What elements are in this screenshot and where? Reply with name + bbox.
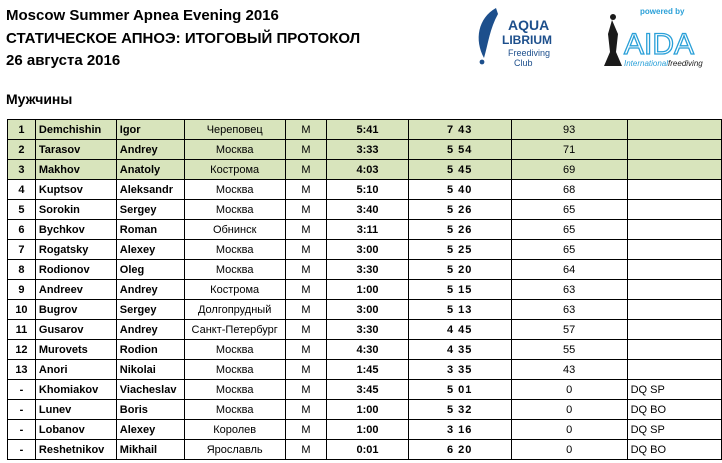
note-cell — [627, 200, 721, 220]
place-cell: 10 — [8, 300, 36, 320]
aqua-logo-line2: LIBRIUM — [502, 33, 552, 47]
city-cell: Москва — [184, 260, 285, 280]
gender-cell: M — [285, 340, 327, 360]
place-cell: 4 — [8, 180, 36, 200]
last-name-cell: Gusarov — [35, 320, 116, 340]
place-cell: 7 — [8, 240, 36, 260]
place-cell: - — [8, 380, 36, 400]
city-cell: Москва — [184, 140, 285, 160]
table-row — [8, 200, 722, 220]
place-cell: 8 — [8, 260, 36, 280]
last-name-cell: Sorokin — [35, 200, 116, 220]
last-name-cell: Khomiakov — [35, 380, 116, 400]
gender-cell: M — [285, 140, 327, 160]
result-time-cell: 5 13 — [408, 300, 511, 320]
result-time-cell: 5 15 — [408, 280, 511, 300]
result-time-cell: 5 45 — [408, 160, 511, 180]
note-cell: DQ BO — [627, 440, 721, 460]
announced-time-cell: 4:30 — [327, 340, 408, 360]
table-row — [8, 420, 722, 440]
last-name-cell: Lobanov — [35, 420, 116, 440]
first-name-cell: Roman — [116, 220, 184, 240]
place-cell: 5 — [8, 200, 36, 220]
first-name-cell: Alexey — [116, 420, 184, 440]
first-name-cell: Aleksandr — [116, 180, 184, 200]
points-cell: 65 — [511, 240, 627, 260]
points-cell: 64 — [511, 260, 627, 280]
city-cell: Москва — [184, 340, 285, 360]
gender-cell: M — [285, 180, 327, 200]
table-row — [8, 220, 722, 240]
svg-text:Internationalfreediving — [624, 59, 703, 68]
last-name-cell: Reshetnikov — [35, 440, 116, 460]
last-name-cell: Rodionov — [35, 260, 116, 280]
aqua-logo-line4: Club — [514, 58, 533, 68]
table-row — [8, 280, 722, 300]
first-name-cell: Viacheslav — [116, 380, 184, 400]
first-name-cell: Andrey — [116, 320, 184, 340]
result-time-cell: 5 01 — [408, 380, 511, 400]
note-cell — [627, 220, 721, 240]
event-date: 26 августа 2016 — [6, 52, 121, 69]
city-cell: Москва — [184, 200, 285, 220]
announced-time-cell: 4:03 — [327, 160, 408, 180]
aida-subtitle-a: International — [624, 59, 669, 68]
gender-cell: M — [285, 300, 327, 320]
city-cell: Санкт-Петербург — [184, 320, 285, 340]
result-time-cell: 6 20 — [408, 440, 511, 460]
points-cell: 0 — [511, 440, 627, 460]
last-name-cell: Andreev — [35, 280, 116, 300]
discipline-title: СТАТИЧЕСКОЕ АПНОЭ: ИТОГОВЫЙ ПРОТОКОЛ — [6, 30, 361, 47]
announced-time-cell: 3:40 — [327, 200, 408, 220]
first-name-cell: Sergey — [116, 300, 184, 320]
note-cell — [627, 160, 721, 180]
first-name-cell: Nikolai — [116, 360, 184, 380]
result-time-cell: 3 16 — [408, 420, 511, 440]
result-time-cell: 3 35 — [408, 360, 511, 380]
place-cell: 9 — [8, 280, 36, 300]
result-time-cell: 5 32 — [408, 400, 511, 420]
table-row — [8, 400, 722, 420]
note-cell — [627, 180, 721, 200]
gender-cell: M — [285, 440, 327, 460]
place-cell: - — [8, 440, 36, 460]
gender-cell: M — [285, 260, 327, 280]
last-name-cell: Makhov — [35, 160, 116, 180]
city-cell: Москва — [184, 360, 285, 380]
table-row — [8, 120, 722, 140]
first-name-cell: Oleg — [116, 260, 184, 280]
announced-time-cell: 5:41 — [327, 120, 408, 140]
result-time-cell: 4 35 — [408, 340, 511, 360]
announced-time-cell: 0:01 — [327, 440, 408, 460]
announced-time-cell: 3:11 — [327, 220, 408, 240]
last-name-cell: Bugrov — [35, 300, 116, 320]
result-time-cell: 7 43 — [408, 120, 511, 140]
place-cell: 3 — [8, 160, 36, 180]
last-name-cell: Bychkov — [35, 220, 116, 240]
first-name-cell: Andrey — [116, 140, 184, 160]
last-name-cell: Rogatsky — [35, 240, 116, 260]
result-time-cell: 5 40 — [408, 180, 511, 200]
first-name-cell: Anatoly — [116, 160, 184, 180]
event-title: Moscow Summer Apnea Evening 2016 — [6, 7, 279, 24]
city-cell: Кострома — [184, 160, 285, 180]
table-row — [8, 160, 722, 180]
city-cell: Москва — [184, 180, 285, 200]
announced-time-cell: 1:45 — [327, 360, 408, 380]
place-cell: 2 — [8, 140, 36, 160]
last-name-cell: Kuptsov — [35, 180, 116, 200]
announced-time-cell: 3:30 — [327, 260, 408, 280]
city-cell: Москва — [184, 240, 285, 260]
points-cell: 65 — [511, 220, 627, 240]
aida-logo — [600, 4, 716, 70]
result-time-cell: 5 20 — [408, 260, 511, 280]
note-cell — [627, 300, 721, 320]
gender-cell: M — [285, 400, 327, 420]
gender-cell: M — [285, 160, 327, 180]
announced-time-cell: 3:00 — [327, 240, 408, 260]
gender-cell: M — [285, 360, 327, 380]
table-row — [8, 240, 722, 260]
table-row — [8, 440, 722, 460]
table-row — [8, 140, 722, 160]
results-table — [7, 119, 722, 460]
note-cell: DQ BO — [627, 400, 721, 420]
last-name-cell: Murovets — [35, 340, 116, 360]
table-row — [8, 300, 722, 320]
gender-cell: M — [285, 240, 327, 260]
points-cell: 63 — [511, 280, 627, 300]
place-cell: - — [8, 420, 36, 440]
aqua-librium-logo — [474, 4, 594, 70]
points-cell: 57 — [511, 320, 627, 340]
points-cell: 43 — [511, 360, 627, 380]
gender-cell: M — [285, 380, 327, 400]
place-cell: 13 — [8, 360, 36, 380]
points-cell: 71 — [511, 140, 627, 160]
announced-time-cell: 5:10 — [327, 180, 408, 200]
table-row — [8, 260, 722, 280]
note-cell: DQ SP — [627, 420, 721, 440]
points-cell: 55 — [511, 340, 627, 360]
first-name-cell: Igor — [116, 120, 184, 140]
gender-cell: M — [285, 120, 327, 140]
announced-time-cell: 3:30 — [327, 320, 408, 340]
first-name-cell: Mikhail — [116, 440, 184, 460]
last-name-cell: Tarasov — [35, 140, 116, 160]
points-cell: 63 — [511, 300, 627, 320]
result-time-cell: 5 26 — [408, 200, 511, 220]
gender-cell: M — [285, 280, 327, 300]
note-cell — [627, 320, 721, 340]
city-cell: Москва — [184, 380, 285, 400]
gender-cell: M — [285, 220, 327, 240]
result-time-cell: 5 54 — [408, 140, 511, 160]
aida-name: AIDA — [624, 28, 695, 61]
place-cell: 12 — [8, 340, 36, 360]
points-cell: 0 — [511, 400, 627, 420]
announced-time-cell: 3:33 — [327, 140, 408, 160]
city-cell: Королев — [184, 420, 285, 440]
announced-time-cell: 1:00 — [327, 420, 408, 440]
first-name-cell: Alexey — [116, 240, 184, 260]
table-row — [8, 180, 722, 200]
table-row — [8, 380, 722, 400]
last-name-cell: Anori — [35, 360, 116, 380]
table-row — [8, 320, 722, 340]
place-cell: - — [8, 400, 36, 420]
result-time-cell: 5 26 — [408, 220, 511, 240]
result-time-cell: 4 45 — [408, 320, 511, 340]
place-cell: 1 — [8, 120, 36, 140]
place-cell: 6 — [8, 220, 36, 240]
first-name-cell: Andrey — [116, 280, 184, 300]
points-cell: 69 — [511, 160, 627, 180]
result-time-cell: 5 25 — [408, 240, 511, 260]
gender-cell: M — [285, 420, 327, 440]
points-cell: 68 — [511, 180, 627, 200]
announced-time-cell: 1:00 — [327, 280, 408, 300]
points-cell: 0 — [511, 380, 627, 400]
announced-time-cell: 3:45 — [327, 380, 408, 400]
city-cell: Кострома — [184, 280, 285, 300]
gender-cell: M — [285, 320, 327, 340]
aqua-logo-line3: Freediving — [508, 48, 551, 58]
note-cell: DQ SP — [627, 380, 721, 400]
place-cell: 11 — [8, 320, 36, 340]
aqua-logo-line1: AQUA — [508, 17, 550, 33]
city-cell: Череповец — [184, 120, 285, 140]
note-cell — [627, 360, 721, 380]
last-name-cell: Lunev — [35, 400, 116, 420]
note-cell — [627, 340, 721, 360]
table-row — [8, 340, 722, 360]
aida-subtitle-b: freediving — [668, 59, 703, 68]
gender-cell: M — [285, 200, 327, 220]
note-cell — [627, 120, 721, 140]
points-cell: 93 — [511, 120, 627, 140]
points-cell: 0 — [511, 420, 627, 440]
aida-powered-by: powered by — [640, 7, 685, 16]
first-name-cell: Rodion — [116, 340, 184, 360]
note-cell — [627, 260, 721, 280]
note-cell — [627, 240, 721, 260]
announced-time-cell: 1:00 — [327, 400, 408, 420]
first-name-cell: Boris — [116, 400, 184, 420]
first-name-cell: Sergey — [116, 200, 184, 220]
points-cell: 65 — [511, 200, 627, 220]
city-cell: Обнинск — [184, 220, 285, 240]
city-cell: Долгопрудный — [184, 300, 285, 320]
section-title: Мужчины — [6, 91, 73, 107]
city-cell: Москва — [184, 400, 285, 420]
city-cell: Ярославль — [184, 440, 285, 460]
note-cell — [627, 140, 721, 160]
announced-time-cell: 3:00 — [327, 300, 408, 320]
last-name-cell: Demchishin — [35, 120, 116, 140]
note-cell — [627, 280, 721, 300]
table-row — [8, 360, 722, 380]
